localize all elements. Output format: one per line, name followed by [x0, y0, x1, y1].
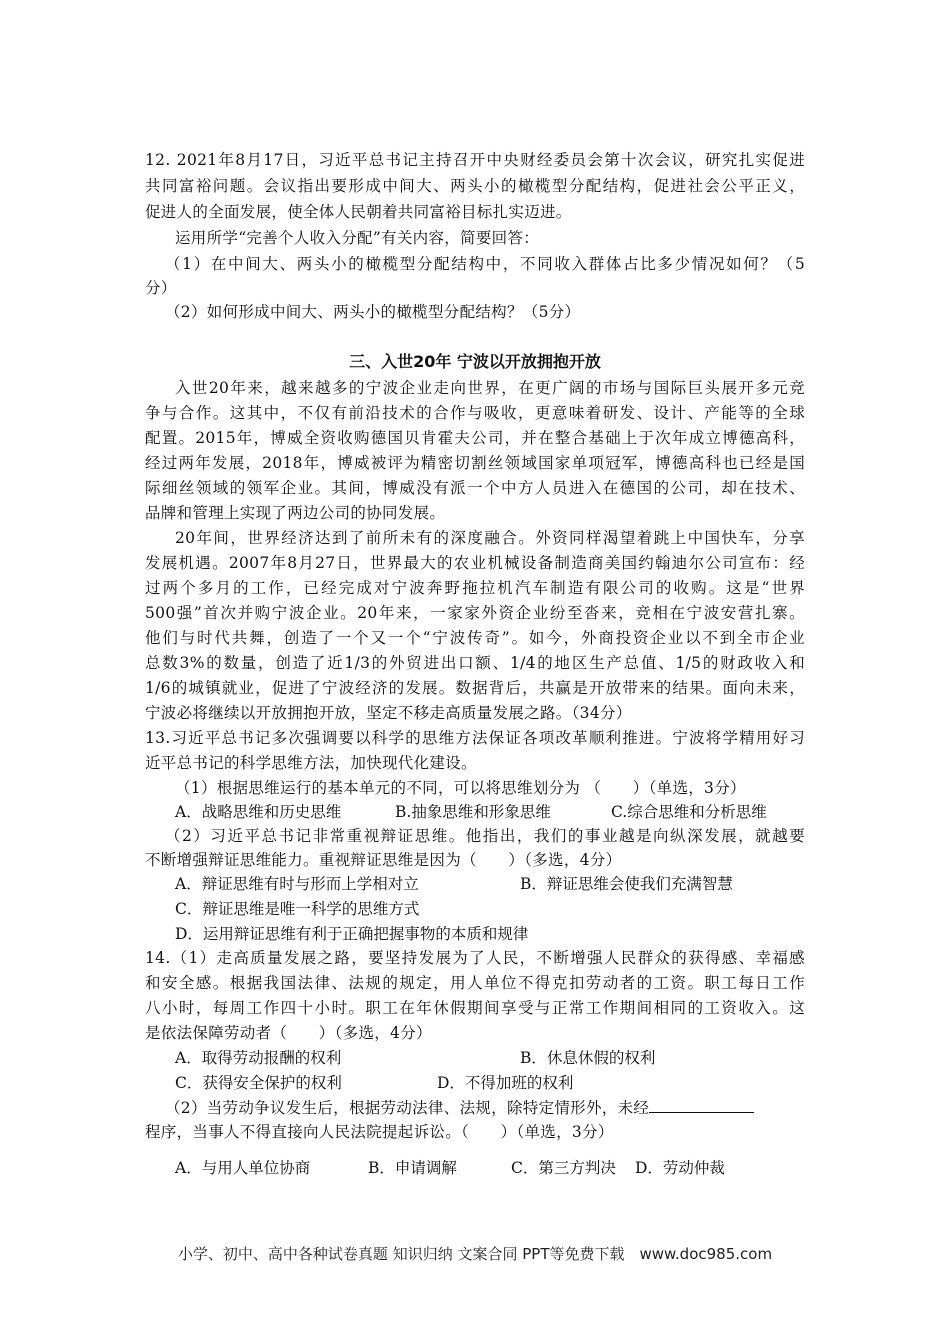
section-title: 三、入世20年 宁波以开放拥抱开放 [349, 352, 601, 371]
q12-sub1-cont: 分） [145, 279, 177, 297]
option-b: B．休息休假的权利 [520, 1049, 656, 1067]
q13-sub2-line: 不断增强辩证思维能力。重视辩证思维是因为（ ）（多选，4分） [145, 851, 622, 869]
option-a: A．战略思维和历史思维 [175, 803, 342, 821]
para2-line: 发展机遇。2007年8月27日，世界最大的农业机械设备制造商美国约翰迪尔公司宣布：经 [145, 554, 805, 572]
q14-stem-line: 八小时，每周工作四十小时。职工在年休假期间享受与正常工作期间相同的工资收入。这 [145, 999, 805, 1017]
para2-line: 20年间，世界经济达到了前所未有的深度融合。外资同样渴望着跳上中国快车，分享 [175, 529, 805, 547]
option-b: B．辩证思维会使我们充满智慧 [520, 875, 733, 893]
para1-line: 品牌和管理上实现了两边公司的协同发展。 [145, 504, 446, 522]
q13-stem-line: 13.习近平总书记多次强调要以科学的思维方法保证各项改革顺利推进。宁波将学精用好习 [145, 729, 805, 747]
para2-line: 总数3%的数量，创造了近1/3的外贸进出口额、1/4的地区生产总值、1/5的财政收入和 [145, 654, 805, 672]
option-c: C．辩证思维是唯一科学的思维方式 [175, 900, 420, 918]
option-d: D．劳动仲裁 [635, 1159, 725, 1177]
para2-line: 500强”首次并购宁波企业。20年来，一家家外资企业纷至沓来，竞相在宁波安营扎寨。 [145, 604, 805, 622]
q14-stem-line: 14.（1）走高质量发展之路，要坚持发展为了人民，不断增强人民群众的获得感、幸福感 [145, 949, 805, 967]
fill-in-blank [649, 1096, 754, 1113]
q13-stem-line: 近平总书记的科学思维方法，加快现代化建设。 [145, 754, 477, 772]
q12-sub2: （2）如何形成中间大、两头小的橄榄型分配结构？（5分） [165, 303, 581, 321]
option-a: A．与用人单位协商 [175, 1159, 311, 1177]
q13-sub2-line: （2）习近平总书记非常重视辩证思维。他指出，我们的事业越是向纵深发展，就越要 [165, 827, 805, 845]
q14-stem-line: 是依法保障劳动者（ ）（多选，4分） [145, 1024, 432, 1042]
para2-line: 宁波必将继续以开放拥抱开放，坚定不移走高质量发展之路。（34分） [145, 704, 632, 722]
q13-sub1: （1）根据思维运行的基本单元的不同，可以将思维划分为 （ ）（单选，3分） [175, 779, 746, 797]
para1-line: 入世20年来，越来越多的宁波企业走向世界，在更广阔的市场与国际巨头展开多元竞 [175, 379, 805, 397]
option-b: B．申请调解 [368, 1159, 457, 1177]
q12-prompt: 运用所学“完善个人收入分配”有关内容，简要回答： [175, 229, 540, 247]
q12-sub1: （1）在中间大、两头小的橄榄型分配结构中，不同收入群体占比多少情况如何？（5 [165, 255, 805, 273]
q12-line-3: 促进人的全面发展，使全体人民朝着共同富裕目标扎实迈进。 [145, 203, 572, 221]
option-d: D．运用辩证思维有利于正确把握事物的本质和规律 [175, 925, 529, 943]
q12-line-1: 12. 2021年8月17日，习近平总书记主持召开中央财经委员会第十次会议，研究扎实促进 [145, 151, 805, 169]
q14-sub2-line [165, 1096, 805, 1120]
q14-sub2-text: （2）当劳动争议发生后，根据劳动法律、法规，除特定情形外，未经 [165, 1099, 650, 1117]
option-a: A．取得劳动报酬的权利 [175, 1049, 342, 1067]
para1-line: 际细丝领域的领军企业。其间，博威没有派一个中方人员进入在德国的公司，却在技术、 [145, 479, 805, 497]
option-c: C．获得安全保护的权利 [175, 1074, 342, 1092]
para1-line: 争与合作。这其中，不仅有前沿技术的合作与吸收，更意味着研发、设计、产能等的全球 [145, 404, 805, 422]
para1-line: 经过两年发展，2018年，博威被评为精密切割丝领域国家单项冠军，博德高科也已经是国 [145, 454, 805, 472]
option-c: C.综合思维和分析思维 [611, 803, 767, 821]
q14-sub2-cont: 程序，当事人不得直接向人民法院提起诉讼。（ ）（单选，3分） [145, 1123, 614, 1141]
para2-line: 他们与时代共舞，创造了一个又一个“宁波传奇”。如今，外商投资企业以不到全市企业 [145, 629, 805, 647]
para2-line: 过两个多月的工作，已经完成对宁波奔野拖拉机汽车制造有限公司的收购。这是“世界 [145, 579, 805, 597]
q14-stem-line: 和安全感。根据我国法律、法规的规定，用人单位不得克扣劳动者的工资。职工每日工作 [145, 974, 805, 992]
footer-text: 小学、初中、高中各种试卷真题 知识归纳 文案合同 PPT等免费下载 www.doc985.com [177, 1245, 773, 1263]
option-a: A．辩证思维有时与形而上学相对立 [175, 875, 419, 893]
option-b: B.抽象思维和形象思维 [395, 803, 551, 821]
para2-line: 1/6的城镇就业，促进了宁波经济的发展。数据背后，共赢是开放带来的结果。面向未来， [145, 679, 805, 697]
option-d: D．不得加班的权利 [437, 1074, 574, 1092]
option-c: C．第三方判决 [511, 1159, 616, 1177]
q12-line-2: 共同富裕问题。会议指出要形成中间大、两头小的橄榄型分配结构，促进社会公平正义， [145, 177, 805, 195]
para1-line: 配置。2015年，博威全资收购德国贝肯霍夫公司，并在整合基础上于次年成立博德高科， [145, 429, 805, 447]
